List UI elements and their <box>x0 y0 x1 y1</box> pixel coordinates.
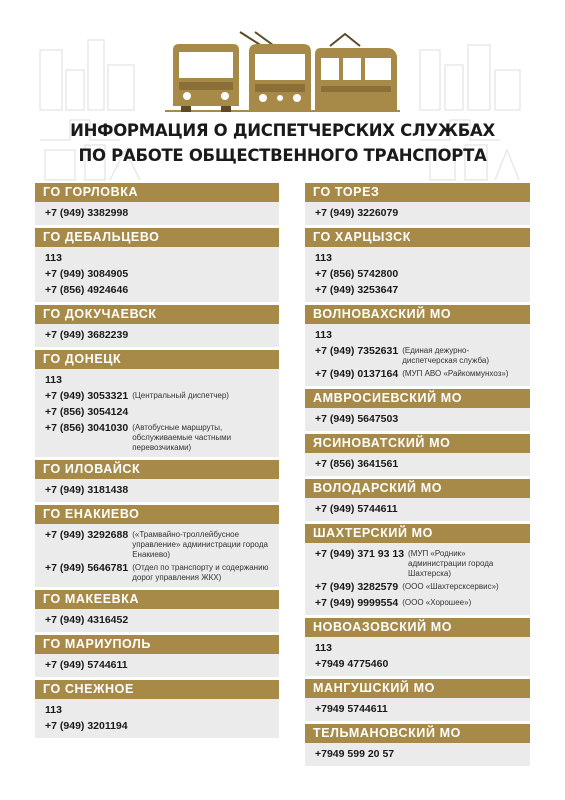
district-block <box>305 679 530 721</box>
district-block <box>305 524 530 615</box>
page-title-line-1: ИНФОРМАЦИЯ О ДИСПЕТЧЕРСКИХ СЛУЖБАХ <box>70 121 495 140</box>
district-header: ГО ДОНЕЦК <box>35 350 279 369</box>
district-block <box>305 618 530 676</box>
phone-number[interactable]: +7 (949) 3053321 <box>45 390 129 402</box>
phone-note: (Центральный диспетчер) <box>132 391 229 400</box>
district-contacts <box>305 543 530 615</box>
contact-row <box>315 411 522 427</box>
district-header: ЯСИНОВАТСКИЙ МО <box>305 434 530 453</box>
contact-row <box>315 595 522 611</box>
phone-number[interactable]: +7 (949) 5646781 <box>45 562 129 574</box>
district-header: ГО ХАРЦЫЗСК <box>305 228 530 247</box>
phone-number[interactable]: +7 (856) 3041030 <box>45 422 129 434</box>
phone-number[interactable]: +7 (949) 3253647 <box>315 284 399 296</box>
contact-row <box>315 366 522 382</box>
district-header: НОВОАЗОВСКИЙ МО <box>305 618 530 637</box>
district-contacts <box>305 453 530 476</box>
district-header: АМВРОСИЕВСКИЙ МО <box>305 389 530 408</box>
district-header: ГО ДЕБАЛЬЦЕВО <box>35 228 279 247</box>
phone-number[interactable]: +7 (949) 4316452 <box>45 614 129 626</box>
phone-note: (Единая дежурно-диспетчерская служба) <box>402 346 489 365</box>
contact-row <box>315 456 522 472</box>
district-block <box>35 183 279 225</box>
district-contacts <box>305 202 530 225</box>
phone-number[interactable]: +7 (949) 7352631 <box>315 345 399 357</box>
phone-number[interactable]: 113 <box>45 374 62 386</box>
district-header: ГО ИЛОВАЙСК <box>35 460 279 479</box>
district-block <box>305 724 530 766</box>
district-contacts <box>35 524 279 587</box>
contact-row <box>45 657 271 673</box>
phone-number[interactable]: +7 (856) 5742800 <box>315 268 399 280</box>
district-block <box>35 228 279 302</box>
contact-row <box>315 546 522 579</box>
contact-row <box>45 527 271 560</box>
contact-row <box>315 343 522 366</box>
phone-note: (ООО «Шахтерсксервис») <box>402 582 499 591</box>
phone-note: (ООО «Хорошее») <box>402 598 472 607</box>
contact-row <box>45 420 271 453</box>
district-contacts <box>35 369 279 457</box>
contact-row <box>45 372 271 388</box>
contact-row <box>45 266 271 282</box>
phone-number[interactable]: +7 (856) 3054124 <box>45 406 129 418</box>
phone-number[interactable]: +7 (949) 371 93 13 <box>315 548 405 560</box>
district-header: ТЕЛЬМАНОВСКИЙ МО <box>305 724 530 743</box>
contact-row <box>45 282 271 298</box>
phone-number[interactable]: +7949 599 20 57 <box>315 748 395 760</box>
phone-note: (Отдел по транспорту и содержанию дорог управления ЖКХ) <box>132 563 269 582</box>
phone-note: («Трамвайно-троллейбусное управление» администрации города Енакиево) <box>132 530 268 559</box>
phone-number[interactable]: 113 <box>315 252 332 264</box>
contact-row <box>315 656 522 672</box>
phone-note: (Автобусные маршруты, обслуживаемые частными перевозчиками) <box>132 423 232 452</box>
phone-number[interactable]: 113 <box>45 704 62 716</box>
phone-number[interactable]: +7 (949) 3226079 <box>315 207 399 219</box>
district-contacts <box>305 743 530 766</box>
phone-number[interactable]: +7 (949) 3292688 <box>45 529 129 541</box>
contact-row <box>45 404 271 420</box>
phone-note: (МУП АВО «Райкоммунхоз») <box>402 369 509 378</box>
district-header: ГО ЕНАКИЕВО <box>35 505 279 524</box>
district-block <box>35 505 279 587</box>
district-contacts <box>35 654 279 677</box>
phone-note: (МУП «Родник» администрации города Шахтерска) <box>408 549 494 578</box>
phone-number[interactable]: +7 (949) 5647503 <box>315 413 399 425</box>
phone-number[interactable]: +7 (949) 3282579 <box>315 581 399 593</box>
phone-number[interactable]: +7 (949) 5744611 <box>45 659 128 671</box>
phone-number[interactable]: +7949 5744611 <box>315 703 388 715</box>
district-header: МАНГУШСКИЙ МО <box>305 679 530 698</box>
right-column <box>305 183 530 769</box>
district-block <box>35 305 279 347</box>
phone-number[interactable]: +7 (949) 3181438 <box>45 484 129 496</box>
district-header: ГО ТОРЕЗ <box>305 183 530 202</box>
contact-row <box>45 205 271 221</box>
contact-row <box>45 482 271 498</box>
contact-row <box>315 746 522 762</box>
contact-row <box>45 327 271 343</box>
left-column <box>35 183 279 741</box>
district-contacts <box>305 324 530 386</box>
contact-row <box>315 266 522 282</box>
phone-number[interactable]: 113 <box>315 642 332 654</box>
phone-number[interactable]: +7 (949) 3084905 <box>45 268 129 280</box>
district-contacts <box>35 479 279 502</box>
contact-row <box>45 388 271 404</box>
district-contacts <box>35 324 279 347</box>
district-header: ГО ГОРЛОВКА <box>35 183 279 202</box>
page-title-line-2: ПО РАБОТЕ ОБЩЕСТВЕННОГО ТРАНСПОРТА <box>78 146 487 165</box>
phone-number[interactable]: +7 (949) 3382998 <box>45 207 129 219</box>
phone-number[interactable]: +7 (949) 0137164 <box>315 368 399 380</box>
contact-row <box>315 282 522 298</box>
district-contacts <box>305 637 530 676</box>
contact-row <box>45 718 271 734</box>
phone-number[interactable]: +7 (949) 5744611 <box>315 503 398 515</box>
phone-number[interactable]: 113 <box>315 329 332 341</box>
district-contacts <box>305 698 530 721</box>
contact-row <box>315 640 522 656</box>
contact-row <box>315 701 522 717</box>
phone-number[interactable]: +7 (949) 3682239 <box>45 329 129 341</box>
contact-row <box>315 579 522 595</box>
district-contacts <box>35 247 279 302</box>
phone-number[interactable]: +7949 4775460 <box>315 658 389 670</box>
phone-number[interactable]: 113 <box>45 252 62 264</box>
district-contacts <box>35 699 279 738</box>
district-block <box>305 305 530 386</box>
phone-number[interactable]: +7 (949) 3201194 <box>45 720 128 732</box>
district-header: ВОЛНОВАХСКИЙ МО <box>305 305 530 324</box>
district-block <box>305 479 530 521</box>
contact-row <box>45 612 271 628</box>
district-header: ГО СНЕЖНОЕ <box>35 680 279 699</box>
district-block <box>35 635 279 677</box>
district-contacts <box>305 408 530 431</box>
district-header: ГО ДОКУЧАЕВСК <box>35 305 279 324</box>
district-contacts <box>35 202 279 225</box>
phone-number[interactable]: +7 (856) 3641561 <box>315 458 399 470</box>
district-block <box>35 350 279 457</box>
district-block <box>35 460 279 502</box>
district-block <box>305 434 530 476</box>
contact-row <box>45 560 271 583</box>
district-block <box>35 590 279 632</box>
district-header: ШАХТЕРСКИЙ МО <box>305 524 530 543</box>
contact-row <box>315 327 522 343</box>
contact-row <box>45 250 271 266</box>
district-header: ВОЛОДАРСКИЙ МО <box>305 479 530 498</box>
district-block <box>305 389 530 431</box>
phone-number[interactable]: +7 (856) 4924646 <box>45 284 129 296</box>
district-block <box>305 183 530 225</box>
bus-trolleybus-tram-icon <box>165 30 400 120</box>
district-block <box>305 228 530 302</box>
phone-number[interactable]: +7 (949) 9999554 <box>315 597 399 609</box>
district-block <box>35 680 279 738</box>
district-header: ГО МАКЕЕВКА <box>35 590 279 609</box>
contact-row <box>45 702 271 718</box>
district-contacts <box>305 247 530 302</box>
contact-row <box>315 501 522 517</box>
contact-row <box>315 250 522 266</box>
district-header: ГО МАРИУПОЛЬ <box>35 635 279 654</box>
district-contacts <box>305 498 530 521</box>
contact-row <box>315 205 522 221</box>
district-contacts <box>35 609 279 632</box>
